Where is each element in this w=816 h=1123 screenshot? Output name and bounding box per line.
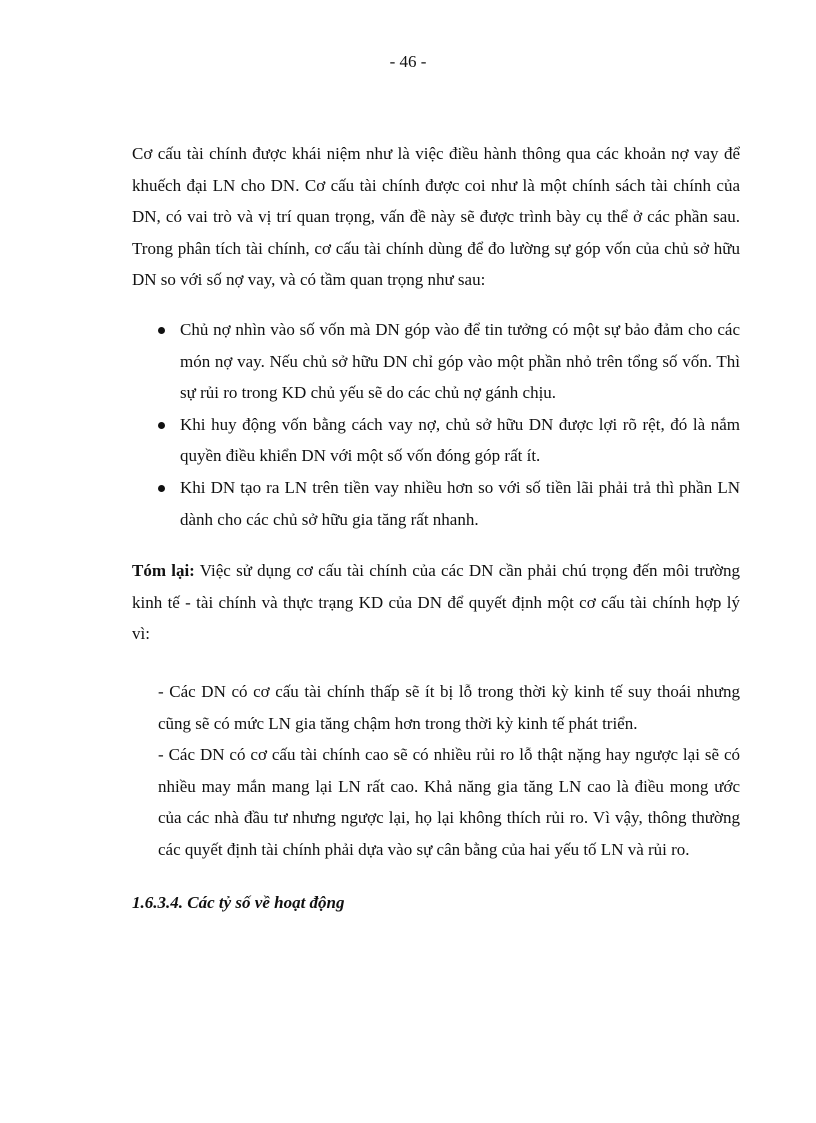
bullet-text: Chủ nợ nhìn vào số vốn mà DN góp vào để tin tưởng có một sự bảo đảm cho các món nợ vay. Nếu chủ sở hữu DN chỉ góp vào một phần nhỏ trên tổng số vốn. Thì sự rủi ro trong KD chủ yếu sẽ do các chủ nợ gánh chịu. (180, 319, 740, 403)
page-number: - 46 - (389, 52, 427, 71)
bullet-text: Khi huy động vốn bằng cách vay nợ, chủ sở hữu DN được lợi rõ rệt, đó là nắm quyền điều khiển DN với một số vốn đóng góp rất ít. (180, 414, 740, 466)
section-heading: 1.6.3.4. Các tỷ số về hoạt động (132, 893, 345, 913)
bullet-icon (158, 327, 165, 334)
bullet-item (132, 472, 740, 535)
bullet-item (132, 314, 740, 409)
dash-item: - Các DN có cơ cấu tài chính thấp sẽ ít bị lỗ trong thời kỳ kinh tế suy thoái nhưng cũng sẽ có mức LN gia tăng chậm hơn trong thời kỳ kinh tế phát triển. (158, 681, 740, 733)
bullet-icon (158, 485, 165, 492)
summary-text: Việc sử dụng cơ cấu tài chính của các DN cần phải chú trọng đến môi trường kinh tế - tài chính và thực trạng KD của DN để quyết định một cơ cấu tài chính hợp lý vì: (132, 561, 740, 644)
summary-paragraph (132, 555, 740, 650)
document-body (132, 138, 740, 919)
bullet-text: Khi DN tạo ra LN trên tiền vay nhiều hơn so với số tiền lãi phải trả thì phần LN dành cho các chủ sở hữu gia tăng rất nhanh. (180, 477, 740, 529)
bullet-item (132, 409, 740, 472)
bullet-list (132, 314, 740, 535)
summary-label: Tóm lại: (132, 561, 195, 581)
dash-list (158, 676, 740, 866)
bullet-icon (158, 422, 165, 429)
intro-paragraph: Cơ cấu tài chính được khái niệm như là việc điều hành thông qua các khoản nợ vay để khuếch đại LN cho DN. Cơ cấu tài chính được coi như là một chính sách tài chính của DN, có vai trò và vị trí quan trọng, vấn đề này sẽ được trình bày cụ thể ở các phần sau. Trong phân tích tài chính, cơ cấu tài chính dùng để đo lường sự góp vốn của chủ sở hữu DN so với số nợ vay, và có tầm quan trọng như sau: (132, 144, 740, 290)
dash-item: - Các DN có cơ cấu tài chính cao sẽ có nhiều rủi ro lỗ thật nặng hay ngược lại sẽ có nhiều may mắn mang lại LN rất cao. Khả năng gia tăng LN cao là điều mong ước của các nhà đầu tư nhưng ngược lại, họ lại không thích rủi ro. Vì vậy, thông thường các quyết định tài chính phải dựa vào sự cân bằng của hai yếu tố LN và rủi ro. (158, 745, 740, 859)
